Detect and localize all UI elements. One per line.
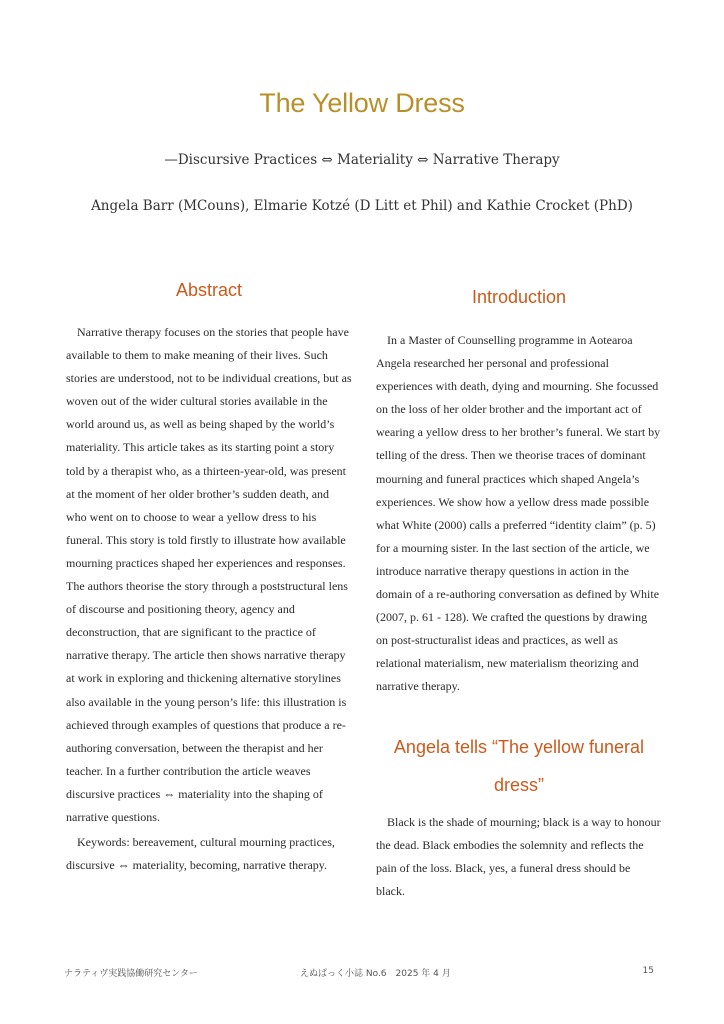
keywords: Keywords: bereavement, cultural mourning practices, discursive ⇔ materiality, becoming, narrative therapy. <box>66 835 335 873</box>
author-line: Angela Barr (MCouns), Elmarie Kotzé (D Litt et Phil) and Kathie Crocket (PhD) <box>91 198 633 214</box>
footer-organization: ナラティヴ実践協働研究センター <box>64 969 198 979</box>
abstract-column <box>66 321 352 877</box>
introduction-heading: Introduction <box>471 287 567 307</box>
page-number: 15 <box>642 966 654 976</box>
article-subtitle: —Discursive Practices ⇔ Materiality ⇔ Narrative Therapy <box>164 152 560 168</box>
angela-section-heading: Angela tells “The yellow funeral dress” <box>393 737 645 795</box>
introduction-body: In a Master of Counselling programme in Aotearoa Angela researched her personal and professional experiences with death, dying and mourning. She focussed on the loss of her older brother and the important act of wearing a yellow dress to her brother’s funeral. We start by telling of the dress. Then we theorise traces of dominant mourning and funeral practices which shaped Angela’s experiences. We show how a yellow dress made possible what White (2000) calls a preferred “identity claim” (p. 5) for a mourning sister. In the last section of the article, we introduce narrative therapy questions in action in the domain of a re-authoring conversation as defined by White (2007, p. 61 - 128). We crafted the questions by drawing on post-structuralist ideas and practices, as well as relational materialism, new materialism theorizing and narrative therapy. <box>376 333 661 694</box>
abstract-body: Narrative therapy focuses on the stories that people have available to them to make meaning of their lives. Such stories are understood, not to be individual creations, but as woven out of the wider cultural stories available in the world around us, as well as being shaped by the world’s materiality. This article takes as its starting point a story told by a therapist who, as a thirteen-year-old, was present at the moment of her older brother’s sudden death, and who went on to choose to wear a yellow dress to his funeral. This story is told firstly to illustrate how available mourning practices shaped her experiences and responses. The authors theorise the story through a poststructural lens of discourse and positioning theory, agency and deconstruction, that are significant to the practice of narrative therapy. The article then shows narrative therapy at work in exploring and thickening alternative storylines also available in the young person’s life: this illustration is achieved through examples of questions that produce a re-authoring conversation, between the therapist and her teacher. In a further contribution the article weaves discursive practices ⇔ materiality into the shaping of narrative questions. <box>66 325 352 824</box>
article-title: The Yellow Dress <box>259 88 465 118</box>
angela-section-column <box>376 811 662 903</box>
angela-section-body: Black is the shade of mourning; black is a way to honour the dead. Black embodies the solemnity and reflects the pain of the loss. Black, yes, a funeral dress should be black. <box>376 815 661 899</box>
introduction-column <box>376 329 662 699</box>
abstract-heading: Abstract <box>175 280 243 300</box>
footer-journal-issue: えぬぱっく小誌 No.6 2025 年 4 月 <box>300 969 451 979</box>
